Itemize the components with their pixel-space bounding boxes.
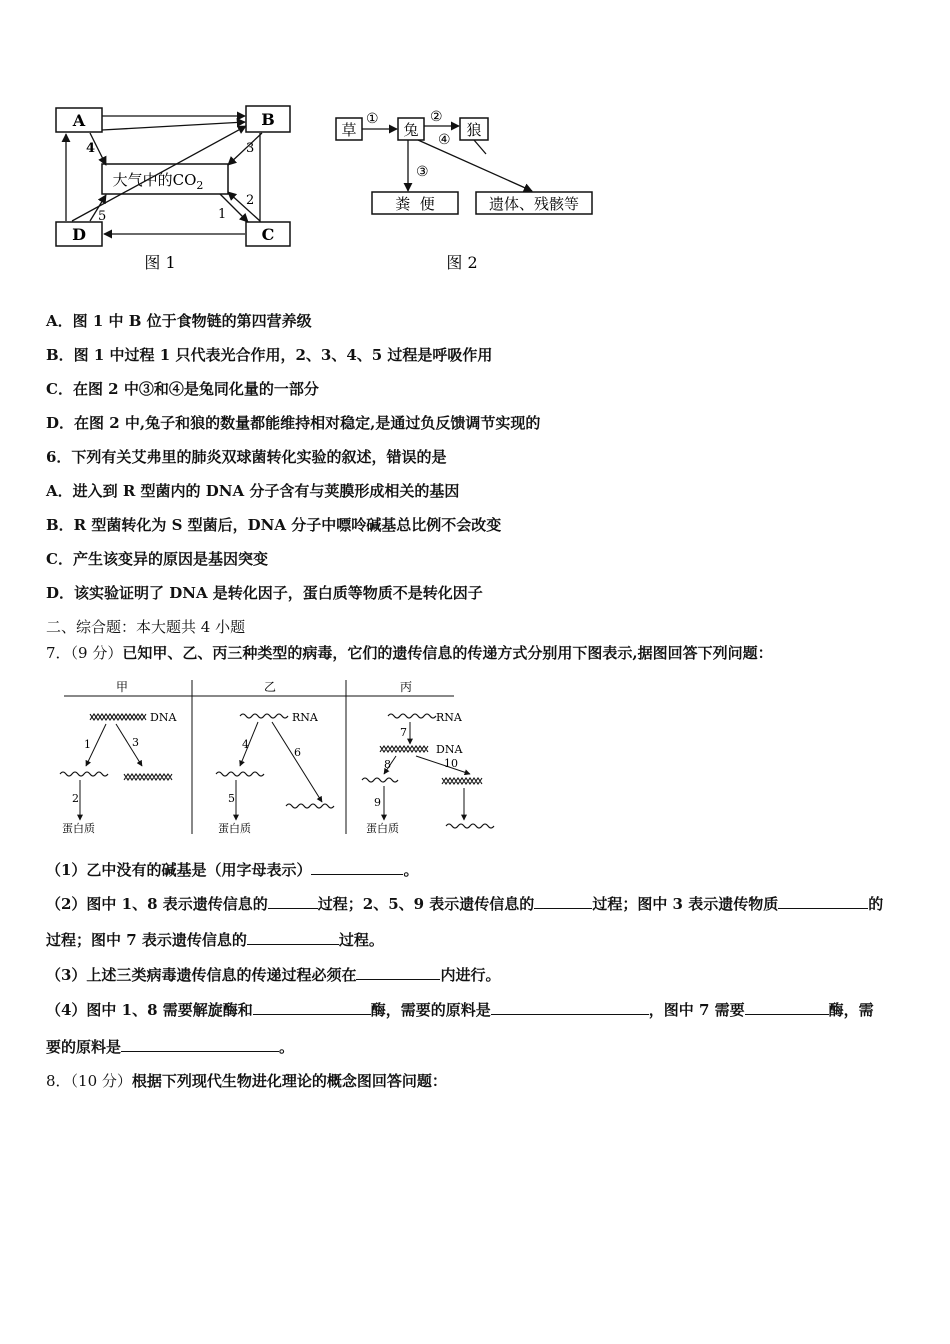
circled-1: ① <box>366 111 379 127</box>
q7-number: 7．（9 分） <box>46 644 123 662</box>
q5-option-b: B．图 1 中过程 1 只代表光合作用，2、3、4、5 过程是呼吸作用 <box>46 346 493 364</box>
yi-num-5: 5 <box>228 792 235 805</box>
jia-dna-copy <box>124 774 172 780</box>
rabbit-label: 兔 <box>403 121 419 139</box>
jia-num-1: 1 <box>84 738 91 751</box>
q7-p4-blank-3[interactable] <box>745 1000 829 1015</box>
q7-p2-blank-4[interactable] <box>247 930 339 945</box>
yi-rna-copy <box>286 804 334 808</box>
yi-protein: 蛋白质 <box>218 822 251 835</box>
yi-num-6: 6 <box>294 746 301 759</box>
bing-dna <box>380 746 428 752</box>
bing-num-10: 10 <box>444 757 458 770</box>
q7-p2-blank-2[interactable] <box>534 894 592 909</box>
q6-option-c: C．产生该变异的原因是基因突变 <box>46 550 268 568</box>
bing-dna-copy <box>442 778 482 784</box>
yi-rna-strand <box>240 714 288 718</box>
co2-label: 大气中的$CO_2$ <box>112 171 204 192</box>
q5-option-a: A．图 1 中 B 位于食物链的第四营养级 <box>46 312 312 330</box>
jia-num-2: 2 <box>72 792 79 805</box>
grass-label: 草 <box>341 121 357 139</box>
arrow-label-3: 3 <box>246 141 255 156</box>
q7-part2-line1: （2）图中 1、8 表示遗传信息的 过程；2、5、9 表示遗传信息的 过程；图中 3 表示遗传物质 的 <box>46 895 884 913</box>
q7-p1-blank[interactable] <box>311 860 403 875</box>
line-wolf-down <box>474 140 486 154</box>
jia-dna-label: DNA <box>150 711 177 724</box>
q5-option-d: D．在图 2 中,兔子和狼的数量都能维持相对稳定,是通过负反馈调节实现的 <box>46 414 541 432</box>
q6-option-b: B．R 型菌转化为 S 型菌后，DNA 分子中嘌呤碱基总比例不会改变 <box>46 516 502 534</box>
arrow-label-4: 4 <box>86 141 96 156</box>
q7-col-bing: 丙 <box>399 680 413 694</box>
q7-part3: （3）上述三类病毒遗传信息的传递过程必须在 内进行。 <box>46 966 501 984</box>
bing-rna-strand <box>388 714 436 718</box>
section-2-heading: 二、综合题：本大题共 4 小题 <box>46 618 246 636</box>
q7-p2-blank-3[interactable] <box>778 894 868 909</box>
yi-rna-label: RNA <box>292 711 318 724</box>
bing-num-8: 8 <box>384 758 391 771</box>
bing-rna-label: RNA <box>436 711 462 724</box>
jia-protein: 蛋白质 <box>62 822 95 835</box>
q7-part2-line2: 过程；图中 7 表示遗传信息的 过程。 <box>46 931 384 949</box>
q7-col-jia: 甲 <box>115 680 129 694</box>
co2-subscript: 2 <box>196 179 204 192</box>
bing-num-9: 9 <box>374 796 381 809</box>
q7-part1: （1）乙中没有的碱基是（用字母表示） 。 <box>46 861 419 879</box>
jia-mrna <box>60 772 108 776</box>
figure-1 <box>50 100 300 280</box>
remains-label: 遗体、残骸等 <box>488 195 580 213</box>
arrow-b-to-co2 <box>228 133 262 165</box>
q6-stem: 6．下列有关艾弗里的肺炎双球菌转化实验的叙述，错误的是 <box>46 448 447 466</box>
q7-stem-text: 已知甲、乙、丙三种类型的病毒，它们的遗传信息的传递方式分别用下图表示,据图回答下列问题： <box>122 644 773 662</box>
jia-num-3: 3 <box>132 736 139 749</box>
arrow-label-1: 1 <box>218 207 227 222</box>
wolf-label: 狼 <box>466 121 482 139</box>
yi-num-4: 4 <box>242 738 249 751</box>
q6-option-d: D．该实验证明了 DNA 是转化因子，蛋白质等物质不是转化因子 <box>46 584 483 602</box>
q7-part4-line2: 要的原料是 。 <box>46 1038 295 1056</box>
bing-rna-copy <box>446 824 494 828</box>
q8-stem <box>46 1071 447 1091</box>
figure-2 <box>330 100 600 280</box>
arrow-a-to-b-2 <box>102 122 245 130</box>
q7-p2-blank-1[interactable] <box>268 894 318 909</box>
circled-2: ② <box>430 109 443 125</box>
node-b-label: B <box>261 110 275 129</box>
q7-part4-line1: （4）图中 1、8 需要解旋酶和 酶，需要的原料是 ，图中 7 需要 酶，需 <box>46 1001 874 1019</box>
q7-p4-blank-1[interactable] <box>253 1000 371 1015</box>
figure-2-caption: 图 2 <box>446 253 478 272</box>
q7-col-yi: 乙 <box>263 680 277 694</box>
yi-mrna <box>216 772 264 776</box>
q5-option-c: C．在图 2 中③和④是兔同化量的一部分 <box>46 380 319 398</box>
node-c-label: C <box>261 225 275 244</box>
q8-text: 根据下列现代生物进化理论的概念图回答问题： <box>131 1072 447 1090</box>
circled-3: ③ <box>416 164 429 180</box>
figure-1-caption: 图 1 <box>144 253 176 272</box>
circled-4: ④ <box>438 132 451 148</box>
bing-protein: 蛋白质 <box>366 822 399 835</box>
node-d-label: D <box>72 225 86 244</box>
bing-mrna <box>362 778 398 782</box>
bing-num-7: 7 <box>400 726 407 739</box>
q8-number: 8．（10 分） <box>46 1072 132 1090</box>
arrow-label-2: 2 <box>246 193 255 208</box>
q7-p3-blank[interactable] <box>356 965 440 980</box>
feces-label: 粪 便 <box>395 195 435 213</box>
q6-option-a: A．进入到 R 型菌内的 DNA 分子含有与荚膜形成相关的基因 <box>46 482 460 500</box>
arrow-rabbit-to-remains <box>418 140 532 191</box>
q7-p4-blank-2[interactable] <box>491 1000 649 1015</box>
arrow-label-5: 5 <box>98 209 107 224</box>
q7-diagram <box>50 674 510 840</box>
node-a-label: A <box>72 111 86 130</box>
q7-p4-blank-4[interactable] <box>121 1037 279 1052</box>
bing-dna-label: DNA <box>436 743 463 756</box>
q7-stem <box>46 643 773 663</box>
